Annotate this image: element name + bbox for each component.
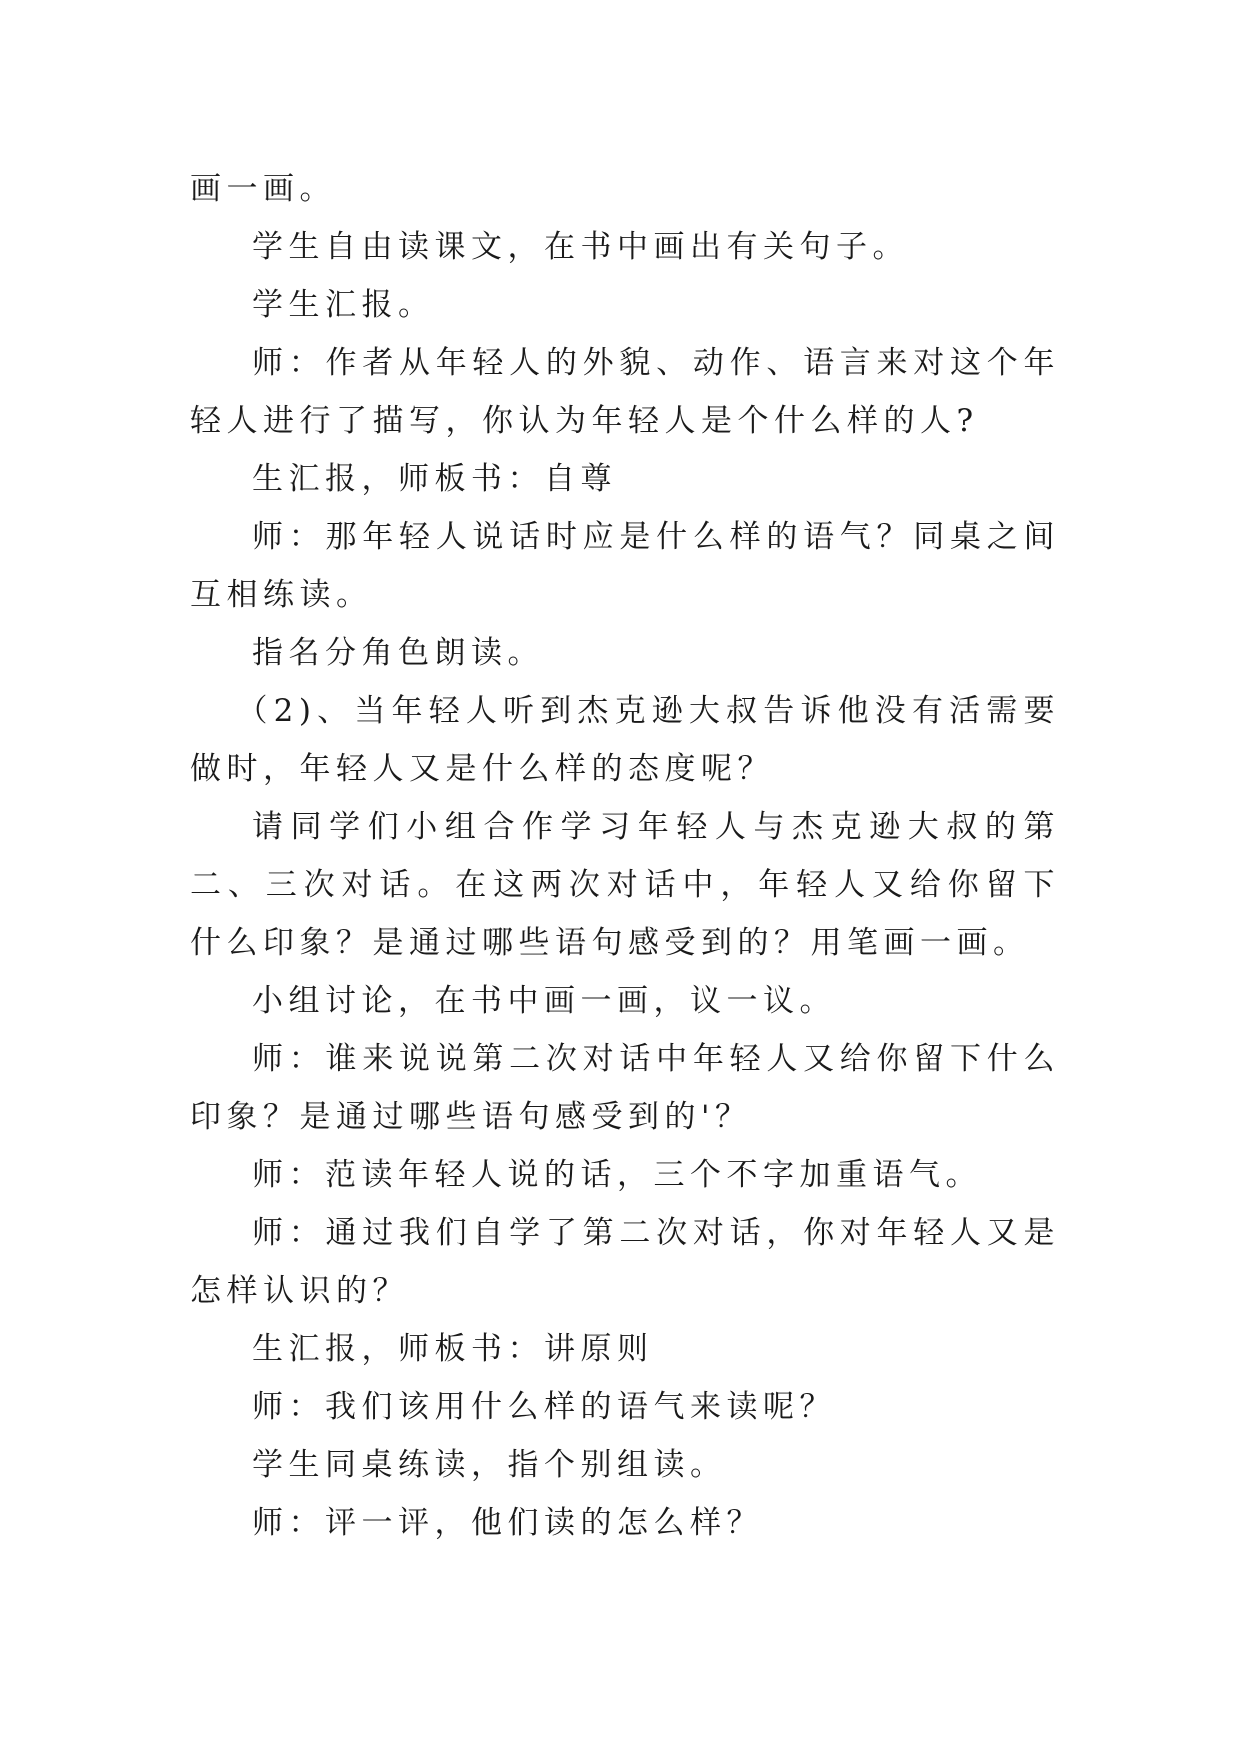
paragraph-10: 小组讨论，在书中画一画，议一议。 (252, 983, 836, 1019)
paragraph-5: 生汇报，师板书：自尊 (252, 461, 617, 497)
paragraph-17: 师：评一评，他们读的怎么样？ (252, 1505, 763, 1541)
paragraph-3: 学生汇报。 (252, 287, 435, 323)
paragraph-14: 生汇报，师板书：讲原则 (252, 1331, 654, 1367)
paragraph-1: 画一画。 (190, 171, 336, 207)
paragraph-8: （2)、当年轻人听到杰克逊大叔告诉他没有活需要做时，年轻人又是什么样的态度呢？ (190, 693, 1060, 787)
paragraph-11: 师：谁来说说第二次对话中年轻人又给你留下什么印象？是通过哪些语句感受到的'？ (190, 1041, 1060, 1135)
paragraph-15: 师：我们该用什么样的语气来读呢？ (252, 1389, 836, 1425)
document-body (190, 160, 1060, 1552)
paragraph-2: 学生自由读课文，在书中画出有关句子。 (252, 229, 909, 265)
paragraph-9: 请同学们小组合作学习年轻人与杰克逊大叔的第二、三次对话。在这两次对话中，年轻人又给你留下什么印象？是通过哪些语句感受到的？用笔画一画。 (190, 809, 1060, 961)
paragraph-6: 师：那年轻人说话时应是什么样的语气？同桌之间互相练读。 (190, 519, 1060, 613)
paragraph-7: 指名分角色朗读。 (252, 635, 544, 671)
paragraph-16: 学生同桌练读，指个别组读。 (252, 1447, 727, 1483)
paragraph-12: 师：范读年轻人说的话，三个不字加重语气。 (252, 1157, 982, 1193)
paragraph-13: 师：通过我们自学了第二次对话，你对年轻人又是怎样认识的？ (190, 1215, 1060, 1309)
paragraph-4: 师：作者从年轻人的外貌、动作、语言来对这个年轻人进行了描写，你认为年轻人是个什么样的人? (190, 345, 1060, 439)
